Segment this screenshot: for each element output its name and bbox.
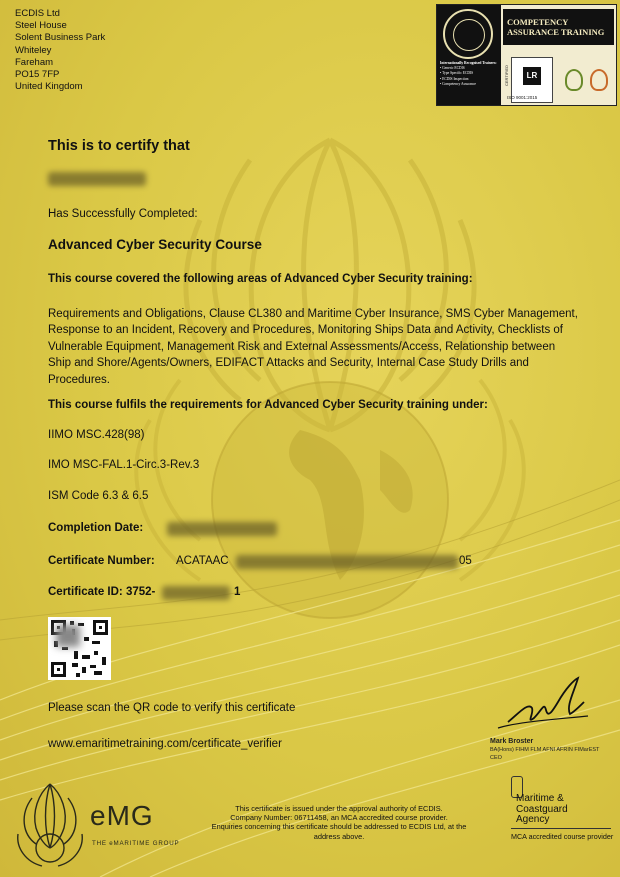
accreditation-badge (436, 4, 617, 106)
badge-category-line2: ASSURANCE TRAINING (507, 27, 605, 37)
completed-text: Has Successfully Completed: (48, 208, 198, 220)
qr-redaction (56, 625, 80, 647)
certify-heading: This is to certify that (48, 138, 190, 154)
requirement-item: IIMO MSC.428(98) (48, 429, 145, 441)
address-line: PO15 7FP (15, 69, 60, 81)
course-title: Advanced Cyber Security Course (48, 237, 262, 252)
qr-finder (93, 620, 108, 635)
requirements-heading: This course fulfils the requirements for Advanced Cyber Security training under: (48, 399, 488, 411)
certificate-number-prefix: ACATAAC (176, 555, 229, 567)
requirement-item: ISM Code 6.3 & 6.5 (48, 490, 149, 502)
footer-line: Enquiries concerning this certificate should be addressed to ECDIS Ltd, at the (211, 822, 467, 832)
trainer-list-item: • Competency Assurance (440, 81, 476, 86)
orange-accreditation-icon (590, 69, 608, 91)
qr-cell (74, 651, 78, 659)
qr-cell (82, 667, 86, 673)
redacted-completion-date (167, 522, 277, 536)
verification-qr-code[interactable] (48, 617, 111, 680)
signatory-block (490, 738, 599, 762)
mca-accredited-label: MCA accredited course provider (511, 832, 614, 841)
emg-wordmark: eMG (90, 800, 154, 831)
qr-cell (94, 671, 102, 675)
emg-logo (10, 778, 180, 870)
redacted-certificate-number (236, 555, 458, 569)
emg-subtitle: THE eMARITIME GROUP (92, 840, 180, 847)
verification-url[interactable]: www.emaritimetraining.com/certificate_verifier (48, 738, 282, 750)
qr-cell (82, 655, 90, 659)
trainer-list-item: • ECDIS Inspection (440, 76, 469, 81)
footer-notice (198, 804, 480, 841)
address-line: Steel House (15, 20, 67, 32)
emg-emblem-icon (10, 778, 90, 870)
ecdis-seal-icon (443, 9, 493, 59)
qr-cell (76, 673, 80, 677)
certified-label: CERTIFIED (504, 65, 509, 87)
qr-instruction: Please scan the QR code to verify this certificate (48, 702, 296, 714)
requirement-item: IMO MSC-FAL.1-Circ.3-Rev.3 (48, 459, 200, 471)
signatory-name: Mark Broster (490, 738, 534, 745)
certificate-id-suffix: 1 (234, 586, 241, 598)
certificate-number-suffix: 05 (459, 555, 472, 567)
trainer-list-item: • Generic ECDIS (440, 66, 465, 71)
qr-cell (102, 657, 106, 665)
address-line: Whiteley (15, 44, 52, 56)
mca-name-line: Maritime & (516, 793, 564, 804)
certificate-number-label: Certificate Number: (48, 555, 155, 567)
green-accreditation-icon (565, 69, 583, 91)
certificate-id-label: Certificate ID: 3752- (48, 586, 156, 598)
mca-name (516, 794, 568, 826)
address-line: United Kingdom (15, 81, 83, 93)
areas-heading: This course covered the following areas of Advanced Cyber Security training: (48, 273, 473, 285)
areas-text: Requirements and Obligations, Clause CL380 and Maritime Cyber Insurance, SMS Cyber Management, Response to an Incident, Recovery and Procedures, Monitoring Ships Data and Activity, Checklists of Vulnerable Equipment, Management Risk and External Assessments/Access, Relationship between Ship and Shore/Agents/Owners, EDIFACT Attacks and Security, Internal Case Study Drills and Procedures. (48, 308, 578, 386)
address-line: Solent Business Park (15, 32, 106, 44)
trainer-list-title: Internationally Recognised Trainers: (440, 61, 497, 65)
redacted-certificate-id (162, 586, 230, 600)
qr-finder (51, 662, 66, 677)
iso-label: ISO 9001:2015 (507, 95, 538, 100)
completion-date-label: Completion Date: (48, 522, 144, 534)
trainer-list-item: • Type Specific ECDIS (440, 71, 474, 76)
badge-category (503, 9, 614, 45)
qr-cell (62, 647, 68, 650)
footer-line: This certificate is issued under the approval authority of ECDIS. (235, 804, 443, 813)
qr-cell (94, 651, 98, 655)
address-line: ECDIS Ltd (15, 8, 60, 19)
issuer-address (15, 8, 105, 93)
lr-mark: LR (523, 67, 541, 85)
qr-cell (72, 663, 78, 667)
footer-line: address above. (313, 831, 365, 841)
mca-name-line: Coastguard (516, 803, 568, 815)
qr-cell (90, 665, 96, 668)
qr-cell (92, 641, 100, 644)
qr-cell (84, 637, 89, 641)
badge-category-line1: COMPETENCY (507, 17, 569, 27)
ceo-signature (488, 672, 598, 732)
signatory-role: CEO (490, 755, 502, 761)
address-line: Fareham (15, 56, 54, 68)
trainer-list (440, 61, 500, 87)
signatory-quals: BA(Hons) FIHM FLM AFNI AFRIN FIMarEST (490, 747, 600, 753)
mca-divider (511, 828, 611, 829)
redacted-recipient-name (48, 172, 146, 186)
mca-name-line: Agency (516, 814, 550, 825)
footer-line: Company Number: 06711458, an MCA accredited course provider. (230, 813, 448, 823)
